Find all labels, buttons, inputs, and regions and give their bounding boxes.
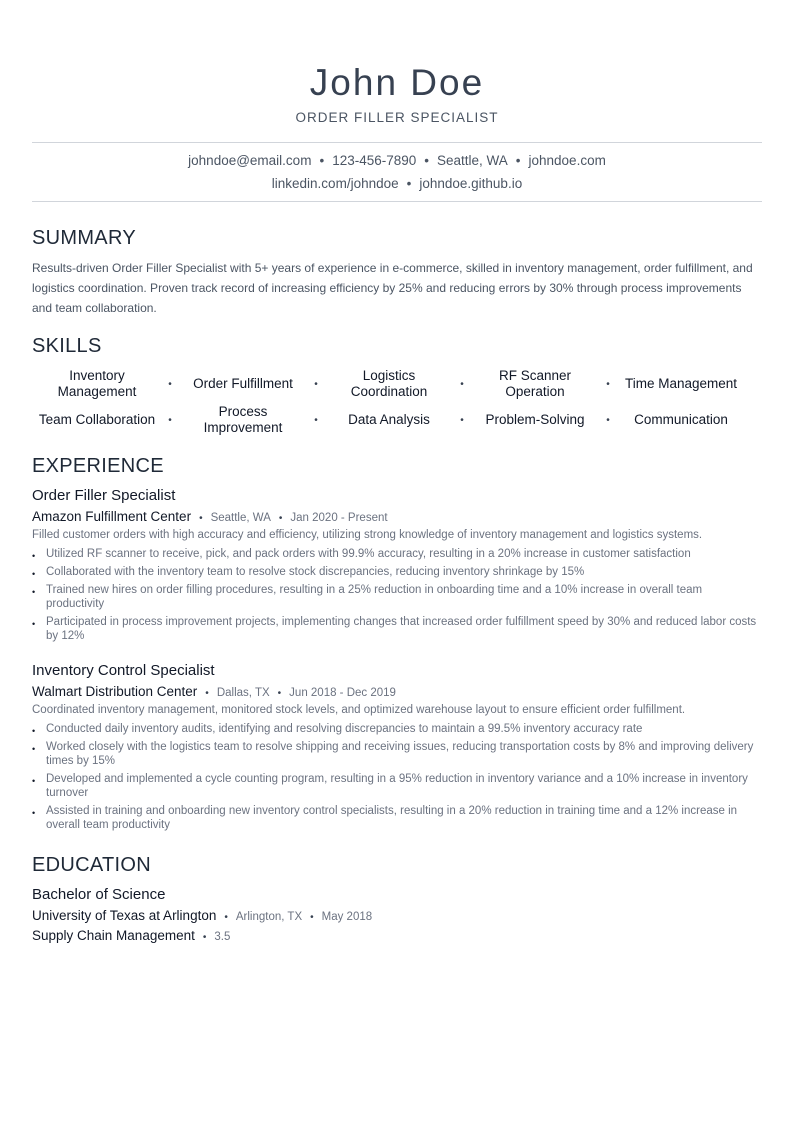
- skills-grid: [32, 366, 762, 438]
- list-item: • Collaborated with the inventory team to resolve stock discrepancies, reducing inventory shrinkage by 15%: [32, 566, 585, 579]
- job-meta: Amazon Fulfillment Center • Seattle, WA • Jan 2020 - Present: [32, 509, 388, 524]
- list-item: • Conducted daily inventory audits, identifying and resolving discrepancies to maintain a 99.5% inventory accuracy rate: [32, 723, 643, 736]
- job-company: Walmart Distribution Center: [32, 684, 198, 699]
- job-description: Filled customer orders with high accuracy and efficiency, utilizing strong knowledge of inventory management and logistics systems.: [32, 529, 703, 541]
- list-item: • Utilized RF scanner to receive, pick, and pack orders with 99.9% accuracy, resulting in a 20% increase in customer satisfaction: [32, 548, 691, 561]
- degree-title: Bachelor of Science: [32, 886, 166, 903]
- list-item: • Participated in process improvement projects, implementing changes that increased order fulfillment speed by 30% and reduced labor costs by 12%: [32, 616, 757, 642]
- experience-heading: EXPERIENCE: [32, 455, 164, 477]
- skill-item: RF Scanner Operation: [498, 368, 572, 399]
- skill-item: Communication: [634, 412, 728, 427]
- github-link[interactable]: johndoe.github.io: [419, 176, 523, 191]
- contact-line-1: johndoe@email.com • 123-456-7890 • Seattle, WA • johndoe.com: [188, 153, 606, 168]
- skill-item: Logistics Coordination: [350, 368, 428, 399]
- job-description: Coordinated inventory management, monitored stock levels, and optimized warehouse layout to ensure efficient order fulfillment.: [32, 704, 686, 716]
- email-link[interactable]: johndoe@email.com: [188, 153, 312, 168]
- major-name: Supply Chain Management: [32, 928, 195, 943]
- job-meta: Walmart Distribution Center • Dallas, TX • Jun 2018 - Dec 2019: [32, 684, 396, 699]
- job-location: Seattle, WA: [210, 512, 271, 524]
- location-text: Seattle, WA: [437, 153, 508, 168]
- header-divider-top: [32, 142, 762, 143]
- skill-item: Process Improvement: [203, 404, 283, 435]
- skill-item: Order Fulfillment: [193, 376, 293, 391]
- linkedin-link[interactable]: linkedin.com/johndoe: [271, 176, 399, 191]
- skill-item: Inventory Management: [57, 368, 137, 399]
- school-name: University of Texas at Arlington: [32, 908, 217, 923]
- list-item: • Trained new hires on order filling procedures, resulting in a 25% reduction in onboarding time and a 10% increase in overall team productivity: [32, 584, 703, 610]
- summary-text: Results-driven Order Filler Specialist with 5+ years of experience in e-commerce, skilled in inventory management, order fulfillment, and logistics coordination. Proven track record of increasing efficiency by 25% and reducing errors by 30% through process improvements and team collaboration.: [32, 261, 753, 315]
- major-meta: Supply Chain Management • 3.5: [32, 928, 231, 943]
- job-company: Amazon Fulfillment Center: [32, 509, 192, 524]
- job-dates: Jan 2020 - Present: [290, 512, 388, 524]
- job-title: Inventory Control Specialist: [32, 662, 215, 679]
- website-link[interactable]: johndoe.com: [528, 153, 606, 168]
- skill-item: Data Analysis: [348, 412, 430, 427]
- job-title: Order Filler Specialist: [32, 487, 176, 504]
- skills-row-2: Team Collaboration • Process Improvement • Data Analysis • Problem-Solving • Communication: [32, 402, 762, 438]
- school-location: Arlington, TX: [235, 911, 303, 923]
- list-item: • Worked closely with the logistics team to resolve shipping and receiving issues, reducing transportation costs by 8% and improving delivery times by 15%: [32, 741, 754, 767]
- job-location: Dallas, TX: [216, 687, 270, 699]
- skill-item: Team Collaboration: [38, 412, 156, 427]
- candidate-name: John Doe: [309, 62, 485, 103]
- skill-item: Problem-Solving: [485, 412, 585, 427]
- phone-text: 123-456-7890: [332, 153, 417, 168]
- graduation-date: May 2018: [321, 911, 373, 923]
- gpa-value: 3.5: [214, 931, 231, 943]
- education-meta: University of Texas at Arlington • Arlington, TX • May 2018: [32, 908, 373, 923]
- job-bullets: [32, 547, 762, 647]
- header-divider-bottom: [32, 201, 762, 202]
- list-item: • Assisted in training and onboarding new inventory control specialists, resulting in a 20% reduction in training time and a 12% increase in overall team productivity: [32, 805, 738, 831]
- job-bullets: [32, 722, 762, 836]
- skill-item: Time Management: [624, 376, 738, 391]
- education-heading: EDUCATION: [32, 854, 151, 876]
- candidate-role: ORDER FILLER SPECIALIST: [295, 110, 499, 125]
- summary-heading: SUMMARY: [32, 227, 136, 249]
- skills-row-1: Inventory Management • Order Fulfillment • Logistics Coordination • RF Scanner Operation • Time Management: [32, 366, 762, 402]
- skills-heading: SKILLS: [32, 335, 102, 357]
- job-dates: Jun 2018 - Dec 2019: [289, 687, 396, 699]
- list-item: • Developed and implemented a cycle counting program, resulting in a 95% reduction in inventory variance and a 10% increase in inventory turnover: [32, 773, 748, 799]
- contact-line-2: linkedin.com/johndoe • johndoe.github.io: [271, 176, 523, 191]
